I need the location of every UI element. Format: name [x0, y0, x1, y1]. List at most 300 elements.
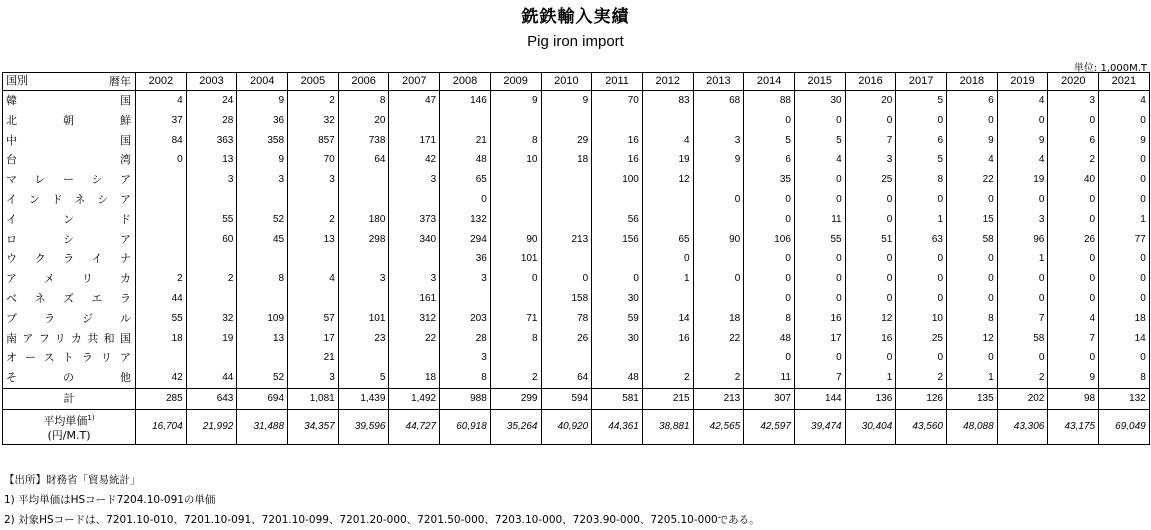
value-cell: 32	[288, 111, 339, 131]
country-label: マレーシア	[3, 170, 136, 190]
avg-price-cell: 69,049	[1099, 409, 1150, 444]
value-cell: 9	[541, 91, 592, 111]
value-cell: 30	[794, 91, 845, 111]
value-cell: 8	[440, 368, 491, 388]
value-cell: 1	[896, 210, 947, 230]
value-cell: 2	[490, 368, 541, 388]
total-cell: 307	[744, 388, 795, 409]
value-cell: 19	[642, 150, 693, 170]
value-cell: 0	[1048, 190, 1099, 210]
total-cell: 1,439	[338, 388, 389, 409]
value-cell: 0	[947, 190, 998, 210]
value-cell: 0	[896, 190, 947, 210]
value-cell: 42	[389, 150, 440, 170]
year-header-2016: 2016	[845, 73, 896, 91]
value-cell: 21	[288, 348, 339, 368]
value-cell: 3	[1048, 91, 1099, 111]
value-cell: 59	[592, 309, 643, 329]
value-cell: 8	[490, 329, 541, 349]
year-axis-label: 暦年	[109, 76, 131, 88]
page-title-en: Pig iron import	[527, 33, 624, 50]
value-cell: 2	[997, 368, 1048, 388]
value-cell	[642, 348, 693, 368]
avg-price-cell: 44,361	[592, 409, 643, 444]
value-cell	[186, 249, 237, 269]
value-cell: 9	[490, 91, 541, 111]
value-cell: 3	[845, 150, 896, 170]
value-cell	[642, 111, 693, 131]
avg-price-cell: 40,920	[541, 409, 592, 444]
value-cell: 7	[997, 309, 1048, 329]
total-cell: 285	[136, 388, 187, 409]
value-cell	[389, 348, 440, 368]
value-cell: 0	[947, 269, 998, 289]
value-cell: 2	[186, 269, 237, 289]
value-cell: 4	[794, 150, 845, 170]
value-cell	[642, 210, 693, 230]
country-label: 南アフリカ共和国	[3, 329, 136, 349]
table-row	[3, 269, 1150, 289]
value-cell: 0	[794, 289, 845, 309]
value-cell	[693, 348, 744, 368]
total-cell: 299	[490, 388, 541, 409]
value-cell: 4	[947, 150, 998, 170]
value-cell: 52	[237, 210, 288, 230]
value-cell	[592, 111, 643, 131]
value-cell: 17	[794, 329, 845, 349]
value-cell: 0	[794, 190, 845, 210]
year-header-2017: 2017	[896, 73, 947, 91]
value-cell: 0	[744, 190, 795, 210]
value-cell: 45	[237, 230, 288, 250]
total-cell: 215	[642, 388, 693, 409]
value-cell: 3	[288, 170, 339, 190]
avg-price-cell: 48,088	[947, 409, 998, 444]
value-cell: 18	[693, 309, 744, 329]
value-cell: 0	[794, 348, 845, 368]
value-cell: 8	[896, 170, 947, 190]
value-cell: 0	[845, 348, 896, 368]
value-cell	[642, 190, 693, 210]
value-cell: 20	[338, 111, 389, 131]
value-cell: 22	[693, 329, 744, 349]
year-header-2021: 2021	[1099, 73, 1150, 91]
value-cell: 58	[997, 329, 1048, 349]
total-cell: 213	[693, 388, 744, 409]
value-cell: 24	[186, 91, 237, 111]
total-cell: 643	[186, 388, 237, 409]
value-cell: 100	[592, 170, 643, 190]
value-cell: 42	[136, 368, 187, 388]
corner-header-cell	[3, 73, 136, 91]
value-cell: 7	[1048, 329, 1099, 349]
value-cell: 358	[237, 131, 288, 151]
total-cell: 126	[896, 388, 947, 409]
value-cell	[338, 348, 389, 368]
value-cell	[338, 170, 389, 190]
value-cell: 17	[288, 329, 339, 349]
table-row	[3, 348, 1150, 368]
avg-price-cell: 42,565	[693, 409, 744, 444]
value-cell: 6	[744, 150, 795, 170]
table-row	[3, 91, 1150, 111]
value-cell: 16	[794, 309, 845, 329]
total-cell: 581	[592, 388, 643, 409]
value-cell: 0	[794, 170, 845, 190]
year-header-2007: 2007	[389, 73, 440, 91]
value-cell: 180	[338, 210, 389, 230]
page-title-ja: 銑鉄輸入実績	[521, 7, 630, 27]
value-cell: 51	[845, 230, 896, 250]
avg-price-note-mark: 1)	[87, 414, 95, 423]
value-cell	[490, 170, 541, 190]
table-row	[3, 289, 1150, 309]
value-cell: 9	[947, 131, 998, 151]
country-label: その他	[3, 368, 136, 388]
table-row	[3, 230, 1150, 250]
value-cell: 63	[896, 230, 947, 250]
value-cell: 158	[541, 289, 592, 309]
value-cell: 171	[389, 131, 440, 151]
avg-price-cell: 31,488	[237, 409, 288, 444]
value-cell: 29	[541, 131, 592, 151]
value-cell: 294	[440, 230, 491, 250]
avg-price-label: 平均単価	[43, 414, 88, 428]
value-cell: 161	[389, 289, 440, 309]
value-cell: 106	[744, 230, 795, 250]
total-cell: 202	[997, 388, 1048, 409]
value-cell: 11	[794, 210, 845, 230]
value-cell: 203	[440, 309, 491, 329]
value-cell: 36	[440, 249, 491, 269]
value-cell: 14	[642, 309, 693, 329]
value-cell: 0	[845, 111, 896, 131]
total-cell: 1,492	[389, 388, 440, 409]
value-cell: 48	[592, 368, 643, 388]
value-cell	[186, 190, 237, 210]
value-cell: 738	[338, 131, 389, 151]
total-cell: 594	[541, 388, 592, 409]
value-cell: 0	[947, 289, 998, 309]
value-cell: 70	[592, 91, 643, 111]
value-cell: 60	[186, 230, 237, 250]
value-cell: 30	[592, 329, 643, 349]
avg-price-cell: 30,404	[845, 409, 896, 444]
value-cell: 12	[642, 170, 693, 190]
country-label: ベネズエラ	[3, 289, 136, 309]
value-cell	[288, 190, 339, 210]
value-cell: 4	[1099, 91, 1150, 111]
year-header-2013: 2013	[693, 73, 744, 91]
value-cell: 4	[997, 150, 1048, 170]
value-cell: 6	[1048, 131, 1099, 151]
value-cell: 0	[845, 249, 896, 269]
table-row	[3, 368, 1150, 388]
value-cell: 4	[136, 91, 187, 111]
value-cell: 13	[186, 150, 237, 170]
value-cell: 0	[541, 269, 592, 289]
value-cell: 78	[541, 309, 592, 329]
value-cell: 83	[642, 91, 693, 111]
value-cell	[389, 111, 440, 131]
value-cell: 84	[136, 131, 187, 151]
value-cell: 0	[1099, 289, 1150, 309]
year-header-2006: 2006	[338, 73, 389, 91]
value-cell: 0	[997, 348, 1048, 368]
value-cell: 20	[845, 91, 896, 111]
year-header-2020: 2020	[1048, 73, 1099, 91]
value-cell: 40	[1048, 170, 1099, 190]
value-cell	[136, 249, 187, 269]
value-cell: 5	[896, 91, 947, 111]
value-cell	[237, 348, 288, 368]
avg-price-cell: 43,175	[1048, 409, 1099, 444]
country-label: 韓国	[3, 91, 136, 111]
value-cell: 21	[440, 131, 491, 151]
value-cell: 14	[1099, 329, 1150, 349]
table-row	[3, 131, 1150, 151]
year-header-2010: 2010	[541, 73, 592, 91]
value-cell: 0	[997, 269, 1048, 289]
table-row	[3, 170, 1150, 190]
value-cell: 56	[592, 210, 643, 230]
avg-price-cell: 43,306	[997, 409, 1048, 444]
value-cell	[541, 210, 592, 230]
value-cell: 55	[186, 210, 237, 230]
value-cell: 373	[389, 210, 440, 230]
value-cell: 2	[288, 91, 339, 111]
year-header-2004: 2004	[237, 73, 288, 91]
avg-price-cell: 44,727	[389, 409, 440, 444]
country-label: オーストラリア	[3, 348, 136, 368]
value-cell: 16	[592, 131, 643, 151]
value-cell: 4	[997, 91, 1048, 111]
value-cell: 0	[997, 289, 1048, 309]
value-cell: 2	[896, 368, 947, 388]
value-cell: 0	[896, 289, 947, 309]
country-label: ロシア	[3, 230, 136, 250]
value-cell: 0	[693, 190, 744, 210]
value-cell: 1	[845, 368, 896, 388]
value-cell: 9	[1048, 368, 1099, 388]
value-cell: 57	[288, 309, 339, 329]
value-cell: 5	[338, 368, 389, 388]
value-cell: 96	[997, 230, 1048, 250]
pig-iron-import-table	[2, 72, 1150, 445]
avg-price-cell: 43,560	[896, 409, 947, 444]
value-cell: 16	[592, 150, 643, 170]
value-cell: 298	[338, 230, 389, 250]
value-cell: 0	[1099, 348, 1150, 368]
value-cell: 5	[896, 150, 947, 170]
value-cell: 77	[1099, 230, 1150, 250]
year-header-2008: 2008	[440, 73, 491, 91]
value-cell: 0	[1048, 269, 1099, 289]
avg-price-cell: 34,357	[288, 409, 339, 444]
value-cell	[389, 249, 440, 269]
avg-price-row	[3, 409, 1150, 444]
value-cell: 19	[997, 170, 1048, 190]
value-cell: 363	[186, 131, 237, 151]
value-cell: 58	[947, 230, 998, 250]
value-cell: 44	[136, 289, 187, 309]
value-cell: 0	[744, 210, 795, 230]
value-cell: 52	[237, 368, 288, 388]
value-cell: 8	[947, 309, 998, 329]
table-row	[3, 329, 1150, 349]
value-cell: 9	[1099, 131, 1150, 151]
value-cell: 16	[845, 329, 896, 349]
value-cell: 0	[896, 348, 947, 368]
table-row	[3, 210, 1150, 230]
value-cell: 47	[389, 91, 440, 111]
value-cell: 3	[389, 170, 440, 190]
value-cell: 0	[845, 269, 896, 289]
value-cell: 0	[794, 249, 845, 269]
year-header-2019: 2019	[997, 73, 1048, 91]
value-cell: 8	[237, 269, 288, 289]
value-cell: 15	[947, 210, 998, 230]
value-cell	[592, 348, 643, 368]
value-cell: 70	[288, 150, 339, 170]
total-cell: 135	[947, 388, 998, 409]
country-label: 北朝鮮	[3, 111, 136, 131]
value-cell: 22	[389, 329, 440, 349]
country-label: 中国	[3, 131, 136, 151]
value-cell	[186, 348, 237, 368]
country-label: ブラジル	[3, 309, 136, 329]
value-cell: 55	[794, 230, 845, 250]
value-cell	[490, 190, 541, 210]
value-cell: 0	[997, 111, 1048, 131]
value-cell: 9	[693, 150, 744, 170]
value-cell: 0	[1099, 249, 1150, 269]
footnotes	[4, 470, 760, 530]
value-cell	[288, 249, 339, 269]
avg-price-unit: (円/M.T)	[47, 428, 91, 442]
value-cell: 9	[237, 150, 288, 170]
unit-label: 単位: 1,000M.T	[1073, 63, 1147, 74]
value-cell: 312	[389, 309, 440, 329]
year-header-2014: 2014	[744, 73, 795, 91]
value-cell	[490, 348, 541, 368]
value-cell: 3	[389, 269, 440, 289]
footnote-source: 【出所】財務省「貿易統計」	[4, 474, 141, 486]
footnote-1: 1) 平均単価はHSコード7204.10-091の単価	[4, 494, 216, 506]
value-cell: 0	[1099, 269, 1150, 289]
country-label: インドネシア	[3, 190, 136, 210]
value-cell: 0	[794, 269, 845, 289]
value-cell: 0	[896, 249, 947, 269]
value-cell	[693, 170, 744, 190]
value-cell: 3	[186, 170, 237, 190]
value-cell: 8	[1099, 368, 1150, 388]
value-cell: 0	[947, 249, 998, 269]
value-cell: 90	[693, 230, 744, 250]
value-cell: 5	[794, 131, 845, 151]
value-cell: 0	[440, 190, 491, 210]
year-header-2012: 2012	[642, 73, 693, 91]
value-cell	[136, 170, 187, 190]
value-cell	[693, 289, 744, 309]
value-cell: 340	[389, 230, 440, 250]
value-cell: 5	[744, 131, 795, 151]
value-cell: 7	[794, 368, 845, 388]
value-cell: 0	[1048, 111, 1099, 131]
value-cell: 64	[338, 150, 389, 170]
value-cell: 18	[1099, 309, 1150, 329]
value-cell: 55	[136, 309, 187, 329]
value-cell: 68	[693, 91, 744, 111]
value-cell: 12	[845, 309, 896, 329]
value-cell: 0	[136, 150, 187, 170]
total-cell: 136	[845, 388, 896, 409]
value-cell	[541, 111, 592, 131]
value-cell: 0	[744, 249, 795, 269]
value-cell	[440, 111, 491, 131]
value-cell: 7	[845, 131, 896, 151]
value-cell: 10	[896, 309, 947, 329]
value-cell: 0	[947, 111, 998, 131]
value-cell	[136, 190, 187, 210]
value-cell: 132	[440, 210, 491, 230]
value-cell: 3	[237, 170, 288, 190]
value-cell	[693, 111, 744, 131]
total-cell: 988	[440, 388, 491, 409]
avg-price-label-cell	[3, 409, 136, 444]
value-cell: 0	[1099, 190, 1150, 210]
value-cell: 90	[490, 230, 541, 250]
value-cell: 28	[440, 329, 491, 349]
value-cell: 13	[288, 230, 339, 250]
value-cell: 16	[642, 329, 693, 349]
year-header-2002: 2002	[136, 73, 187, 91]
value-cell: 0	[592, 269, 643, 289]
value-cell: 0	[1099, 170, 1150, 190]
value-cell: 101	[338, 309, 389, 329]
value-cell: 64	[541, 368, 592, 388]
country-axis-label: 国別	[6, 75, 28, 87]
value-cell: 88	[744, 91, 795, 111]
value-cell: 0	[744, 348, 795, 368]
value-cell	[693, 249, 744, 269]
value-cell: 36	[237, 111, 288, 131]
value-cell	[288, 289, 339, 309]
value-cell: 0	[1048, 348, 1099, 368]
table-row	[3, 309, 1150, 329]
avg-price-cell: 39,596	[338, 409, 389, 444]
year-header-2005: 2005	[288, 73, 339, 91]
value-cell: 9	[997, 131, 1048, 151]
value-cell: 0	[947, 348, 998, 368]
value-cell	[693, 210, 744, 230]
value-cell: 0	[1099, 150, 1150, 170]
value-cell: 25	[896, 329, 947, 349]
value-cell: 3	[997, 210, 1048, 230]
value-cell: 0	[744, 111, 795, 131]
value-cell: 146	[440, 91, 491, 111]
value-cell: 3	[693, 131, 744, 151]
value-cell: 25	[845, 170, 896, 190]
year-header-2018: 2018	[947, 73, 998, 91]
value-cell: 0	[896, 269, 947, 289]
value-cell: 101	[490, 249, 541, 269]
value-cell: 18	[389, 368, 440, 388]
value-cell	[136, 230, 187, 250]
value-cell: 2	[693, 368, 744, 388]
header-row	[3, 73, 1150, 91]
total-cell: 132	[1099, 388, 1150, 409]
